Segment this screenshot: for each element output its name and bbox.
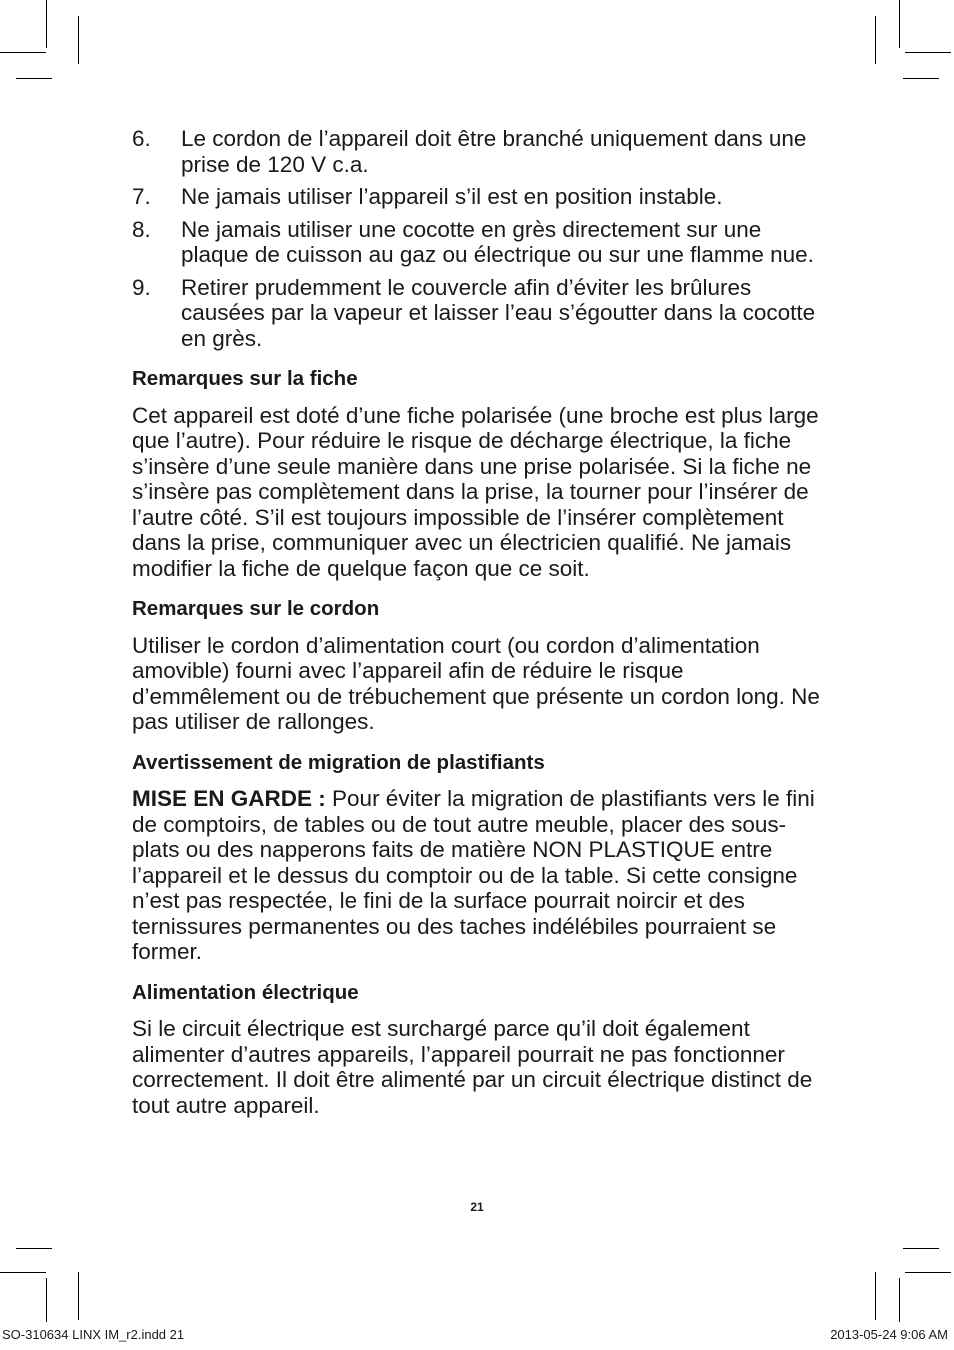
- crop-mark: [16, 78, 52, 79]
- crop-mark: [16, 1248, 52, 1249]
- crop-mark: [0, 52, 46, 53]
- page-content: [132, 126, 832, 1118]
- plasticizer-warning-text: Pour éviter la migration de plastifiants vers le fini de comptoirs, de tables ou de tout autre meuble, placer des sous-plats ou des napperons faits de matière NON PLASTIQUE entre l’appareil et le dessus du comptoir ou de la table. Si cette consigne n’est pas respectée, le fini de la surface pourrait noircir et des ternissures permanentes ou des taches indélébiles pourraient se former.: [132, 786, 815, 964]
- list-item-number: 9.: [132, 274, 151, 300]
- cord-notes-heading: Remarques sur le cordon: [132, 597, 380, 620]
- power-supply-paragraph: Si le circuit électrique est surchargé parce qu’il doit également alimenter d’autres appareils, l’appareil pourrait ne pas fonctionner correctement. Il doit être alimenté par un circuit électrique distinct de tout autre appareil.: [132, 1016, 813, 1118]
- print-slug-filename: SO-310634 LINX IM_r2.indd 21: [2, 1327, 185, 1342]
- crop-mark: [905, 52, 951, 53]
- crop-mark: [899, 1278, 900, 1322]
- list-item: [132, 126, 832, 177]
- plug-notes-heading: Remarques sur la fiche: [132, 367, 358, 390]
- plasticizer-warning-heading: Avertissement de migration de plastifiants: [132, 750, 545, 774]
- list-item-number: 7.: [132, 184, 151, 209]
- list-item-text: Ne jamais utiliser l’appareil s’il est en position instable.: [181, 184, 723, 209]
- list-item-text: Ne jamais utiliser une cocotte en grès directement sur une plaque de cuisson au gaz ou électrique ou sur une flamme nue.: [181, 216, 814, 267]
- list-item-number: 8.: [132, 216, 151, 242]
- crop-mark: [78, 16, 79, 64]
- list-item: [132, 275, 832, 352]
- plug-notes-paragraph: Cet appareil est doté d’une fiche polarisée (une broche est plus large que l’autre). Pour réduire le risque de décharge électrique, la fiche s’insère d’une seule manière dans une prise polarisée. Si la fiche ne s’insère pas complètement dans la prise, la tourner pour l’insérer de l’autre côté. S’il est toujours impossible de l’insérer complètement dans la prise, communiquer avec un électricien qualifié. Ne jamais modifier la fiche de quelque façon que ce soit.: [132, 402, 819, 581]
- list-item-text: Le cordon de l’appareil doit être branché uniquement dans une prise de 120 V c.a.: [181, 126, 807, 177]
- plasticizer-warning-paragraph: [132, 786, 832, 965]
- list-item: [132, 217, 832, 268]
- caution-label: MISE EN GARDE :: [132, 786, 326, 811]
- crop-mark: [46, 1278, 47, 1322]
- crop-mark: [903, 1248, 939, 1249]
- crop-mark: [875, 1272, 876, 1320]
- print-slug-timestamp: 2013-05-24 9:06 AM: [830, 1327, 948, 1342]
- cord-notes-paragraph: Utiliser le cordon d’alimentation court (ou cordon d’alimentation amovible) fourni avec l’appareil afin de réduire le risque d’emmêlement ou de trébuchement que présente un cordon long. Ne pas utiliser de rallonges.: [132, 632, 820, 734]
- list-item: [132, 184, 832, 210]
- safety-steps-list: [132, 126, 832, 351]
- list-item-text: Retirer prudemment le couvercle afin d’éviter les brûlures causées par la vapeur et laisser l’eau s’égoutter dans la cocotte en grès.: [181, 274, 816, 351]
- crop-mark: [875, 16, 876, 64]
- crop-mark: [78, 1272, 79, 1320]
- crop-mark: [899, 0, 900, 48]
- crop-mark: [0, 1272, 46, 1273]
- list-item-number: 6.: [132, 126, 151, 151]
- crop-mark: [905, 1272, 951, 1273]
- power-supply-heading: Alimentation électrique: [132, 980, 359, 1004]
- crop-mark: [46, 0, 47, 48]
- page-number: 21: [470, 1200, 484, 1214]
- crop-mark: [903, 78, 939, 79]
